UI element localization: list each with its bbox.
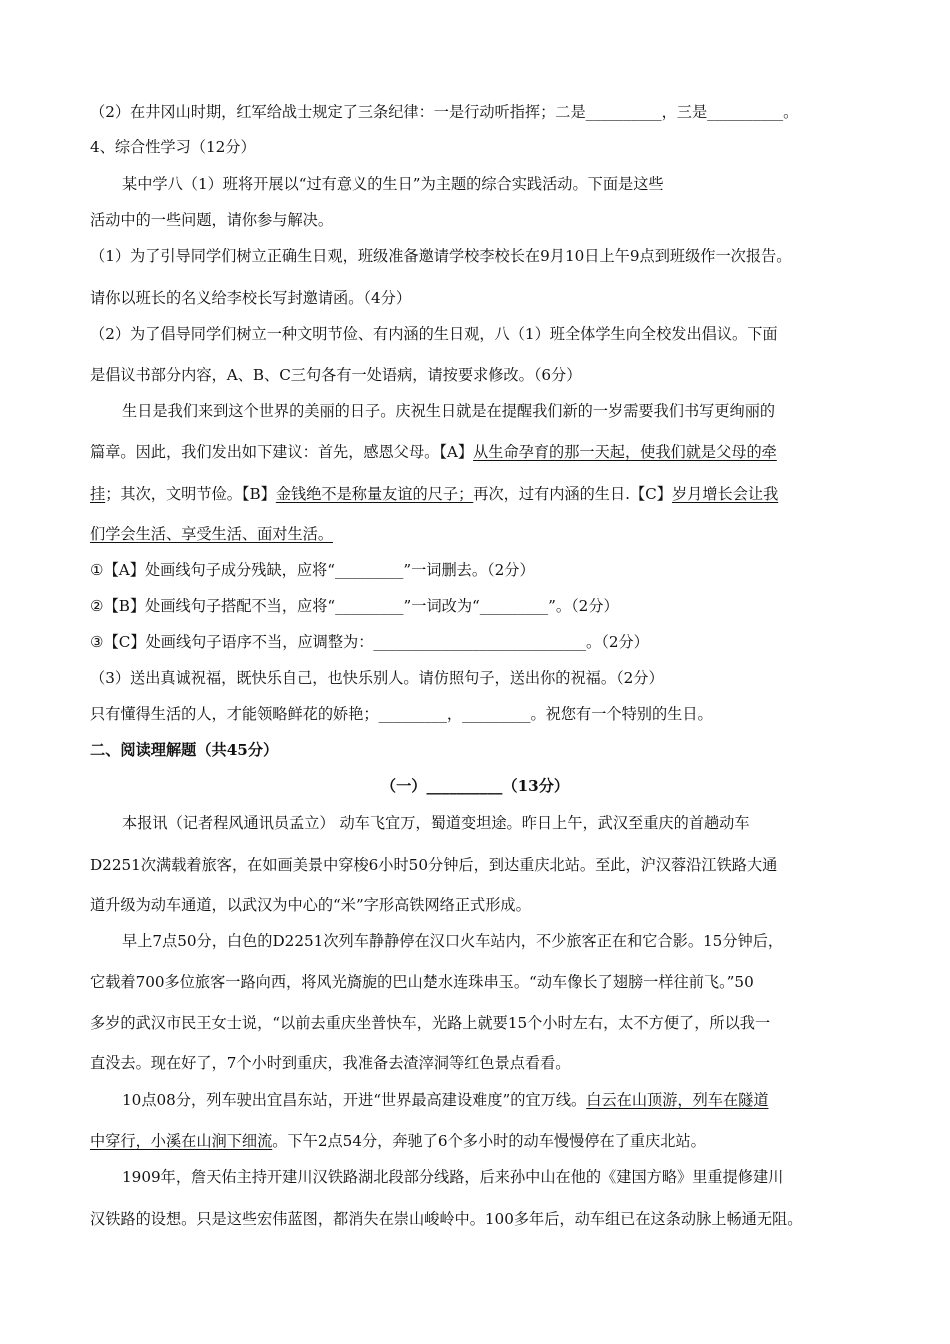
q4-part1-line1: （1）为了引导同学们树立正确生日观，班级准备邀请学校李校长在9月10日上午9点到班级作一次报告。 [90, 247, 792, 265]
section-heading-reading: 二、阅读理解题（共45分） [90, 741, 279, 759]
passage-p3-line1 [122, 1090, 769, 1110]
section-heading-q4: 4、综合性学习（12分） [90, 138, 256, 156]
passage-p2-line2: 它载着700多位旅客一路向西，将风光旖旎的巴山楚水连珠串玉。“动车像长了翅膀一样往前飞。”50 [90, 973, 754, 991]
passage-p4-line1: 1909年，詹天佑主持开建川汉铁路湖北段部分线路，后来孙中山在他的《建国方略》里重提修建川 [122, 1168, 784, 1186]
passage-p3-line2 [90, 1131, 706, 1151]
q4-part3-line2: 只有懂得生活的人，才能领略鲜花的娇艳；_________，_________。祝您有一个特别的生日。 [90, 705, 713, 723]
proposal-line3-text-1: ；其次，文明节俭。【B】 [105, 485, 276, 503]
sentence-b-underlined: 金钱绝不是称量友谊的尺子； [275, 485, 474, 503]
passage-p1-line1: 本报讯（记者程风通讯员孟立） 动车飞宜万，蜀道变坦途。昨日上午，武汉至重庆的首趟动车 [122, 814, 750, 832]
sentence-a-underlined-end: 挂 [90, 485, 106, 503]
proposal-line3-text-2: 再次，过有内涵的生日.【C】 [473, 485, 672, 503]
intro-paragraph-line1: 某中学八（1）班将开展以“过有意义的生日”为主题的综合实践活动。下面是这些 [122, 175, 664, 193]
passage-p2-line1: 早上7点50分，白色的D2251次列车静静停在汉口火车站内，不少旅客正在和它合影。15分钟后， [122, 932, 784, 950]
sentence-c-underlined: 岁月增长会让我 [671, 485, 779, 503]
q4-part3-line1: （3）送出真诚祝福，既快乐自己，也快乐别人。请仿照句子，送出你的祝福。（2分） [90, 669, 664, 687]
q3-part2-text: （2）在井冈山时期，红军给战士规定了三条纪律：一是行动听指挥；二是__________，三是__________。 [90, 103, 799, 121]
passage-p2-line4: 直没去。现在好了，7个小时到重庆，我准备去渣滓洞等红色景点看看。 [90, 1054, 571, 1072]
proposal-line2-text: 篇章。因此，我们发出如下建议：首先，感恩父母。【A】 [90, 443, 474, 461]
proposal-line2 [90, 442, 777, 462]
proposal-line1: 生日是我们来到这个世界的美丽的日子。庆祝生日就是在提醒我们新的一岁需要我们书写更绚丽的 [122, 402, 776, 420]
passage-title: （一）__________（13分） [380, 777, 570, 795]
sub-question-3: ③【C】处画线句子语序不当，应调整为：____________________________。（2分） [90, 633, 649, 651]
sentence-c-underlined-end: 们学会生活、享受生活、面对生活。 [90, 525, 333, 543]
q4-part1-line2: 请你以班长的名义给李校长写封邀请函。（4分） [90, 289, 412, 307]
q4-part2-line2: 是倡议书部分内容，A、B、C三句各有一处语病，请按要求修改。（6分） [90, 366, 582, 384]
passage-p1-line2: D2251次满载着旅客，在如画美景中穿梭6小时50分钟后，到达重庆北站。至此，沪汉蓉沿江铁路大通 [90, 856, 778, 874]
passage-p3-text-end: 。下午2点54分，奔驰了6个多小时的动车慢慢停在了重庆北站。 [272, 1132, 706, 1150]
proposal-line3 [90, 484, 778, 504]
passage-p1-line3: 道升级为动车通道，以武汉为中心的“米”字形高铁网络正式形成。 [90, 896, 531, 914]
sentence-a-underlined: 从生命孕育的那一天起，使我们就是父母的牵 [473, 443, 777, 461]
passage-p4-line2: 汉铁路的设想。只是这些宏伟蓝图，都消失在崇山峻岭中。100多年后，动车组已在这条动脉上畅通无阻。 [90, 1210, 803, 1228]
passage-underlined-sentence-end: 中穿行，小溪在山涧下细流 [90, 1132, 273, 1150]
intro-paragraph-line2: 活动中的一些问题，请你参与解决。 [90, 211, 333, 229]
passage-p3-text: 10点08分，列车驶出宜昌东站，开进“世界最高建设难度”的宜万线。 [122, 1091, 587, 1109]
passage-p2-line3: 多岁的武汉市民王女士说，“以前去重庆坐普快车，光路上就要15个小时左右，太不方便了，所以我一 [90, 1014, 771, 1032]
passage-underlined-sentence: 白云在山顶游，列车在隧道 [586, 1091, 769, 1109]
sub-question-2: ②【B】处画线句子搭配不当，应将“_________”一词改为“_________”。（2分） [90, 597, 619, 615]
sub-question-1: ①【A】处画线句子成分残缺，应将“_________”一词删去。（2分） [90, 561, 535, 579]
q4-part2-line1: （2）为了倡导同学们树立一种文明节俭、有内涵的生日观，八（1）班全体学生向全校发出倡议。下面 [90, 325, 778, 343]
proposal-line4 [90, 524, 333, 544]
